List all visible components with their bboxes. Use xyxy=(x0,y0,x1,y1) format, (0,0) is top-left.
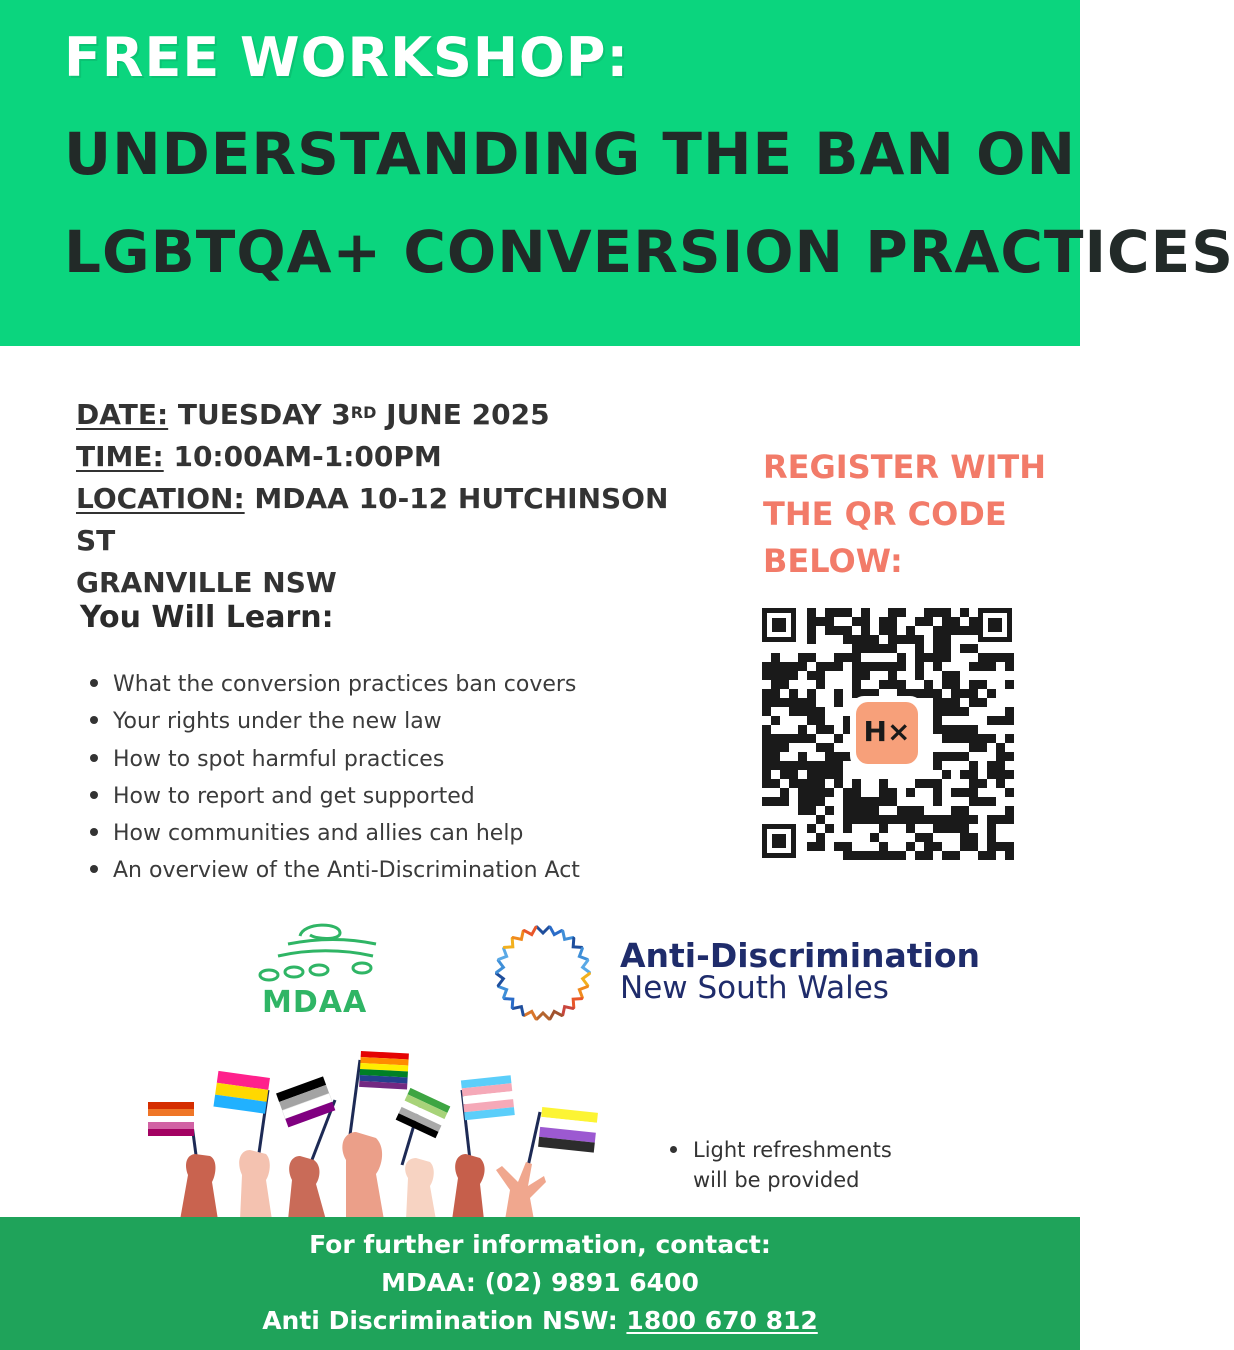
bullet-icon xyxy=(90,679,98,687)
qr-finder-bottom-left xyxy=(762,824,796,858)
list-item-text: What the conversion practices ban covers xyxy=(113,672,577,697)
bullet-icon xyxy=(90,754,98,762)
date-label: DATE: xyxy=(76,398,169,431)
register-callout xyxy=(763,444,1053,585)
adnsw-emblem-icon xyxy=(488,918,598,1028)
learn-list xyxy=(90,666,580,890)
list-item xyxy=(90,703,580,740)
list-item-text: An overview of the Anti-Discrimination Act xyxy=(113,858,580,884)
location-value-1: MDAA 10-12 HUTCHINSON ST xyxy=(76,482,669,557)
learn-title: You Will Learn: xyxy=(80,600,334,635)
nonbinary-flag-icon xyxy=(538,1107,598,1153)
bullet-icon xyxy=(90,828,98,836)
list-item-text: How communities and allies can help xyxy=(113,821,524,847)
pride-flags-illustration xyxy=(140,1050,610,1220)
qr-finder-top-right xyxy=(978,608,1012,642)
refreshments-note xyxy=(670,1135,892,1195)
footer-adnsw-row xyxy=(0,1302,1080,1340)
header-title-line2: UNDERSTANDING THE BAN ON xyxy=(64,120,1076,188)
qr-finder-top-left xyxy=(762,608,796,642)
bullet-icon xyxy=(90,791,98,799)
date-suffix: RD xyxy=(350,403,377,422)
pansexual-flag-icon xyxy=(213,1071,270,1114)
location-row-2: GRANVILLE NSW xyxy=(76,566,337,599)
adnsw-logo-line2: New South Wales xyxy=(620,970,889,1006)
lesbian-flag-icon xyxy=(148,1102,194,1136)
registration-qr-code[interactable] xyxy=(760,606,1014,860)
footer-contact xyxy=(0,1217,1080,1350)
refreshments-line2: will be provided xyxy=(693,1168,860,1192)
list-item-text: Your rights under the new law xyxy=(113,709,442,735)
register-line3: BELOW: xyxy=(763,542,903,580)
aromantic-flag-icon xyxy=(396,1088,451,1138)
qr-center-logo-text: H× xyxy=(863,715,911,748)
refreshments-line1-text: Light refreshments xyxy=(693,1138,892,1162)
list-item xyxy=(90,815,580,852)
time-row xyxy=(76,436,716,478)
list-item-text: How to spot harmful practices xyxy=(113,746,445,772)
footer-line1: For further information, contact: xyxy=(309,1230,771,1259)
bullet-icon xyxy=(670,1146,677,1153)
list-item xyxy=(90,852,580,889)
location-row xyxy=(76,478,716,562)
register-line2: THE QR CODE xyxy=(763,495,1007,533)
bullet-icon xyxy=(90,716,98,724)
header-title-line3: LGBTQA+ CONVERSION PRACTICES xyxy=(64,218,1234,286)
header-banner xyxy=(0,0,1234,346)
mdaa-logo-text: MDAA xyxy=(262,985,368,1020)
footer-mdaa-phone: MDAA: (02) 9891 6400 xyxy=(381,1268,699,1297)
bullet-icon xyxy=(90,865,98,873)
refreshments-line1 xyxy=(670,1135,892,1165)
adnsw-logo-line1: Anti-Discrimination xyxy=(620,936,981,975)
list-item xyxy=(90,778,580,815)
event-details xyxy=(76,394,716,604)
footer-adnsw-label: Anti Discrimination NSW: xyxy=(262,1306,627,1335)
register-line1: REGISTER WITH xyxy=(763,448,1046,486)
list-item xyxy=(90,666,580,703)
raised-hands-icon xyxy=(180,1132,546,1220)
header-title-line1: FREE WORKSHOP: xyxy=(64,26,630,89)
date-value-post: JUNE 2025 xyxy=(376,398,550,431)
time-value: 10:00AM-1:00PM xyxy=(163,440,442,473)
adnsw-phone-link[interactable]: 1800 670 812 xyxy=(626,1306,818,1335)
time-label: TIME: xyxy=(76,440,164,473)
date-row xyxy=(76,394,716,436)
trans-flag-icon xyxy=(461,1075,515,1120)
date-value-pre: TUESDAY 3 xyxy=(168,398,351,431)
list-item-text: How to report and get supported xyxy=(113,783,475,809)
list-item xyxy=(90,741,580,778)
rainbow-flag-icon xyxy=(359,1051,409,1089)
location-label: LOCATION: xyxy=(76,482,245,515)
